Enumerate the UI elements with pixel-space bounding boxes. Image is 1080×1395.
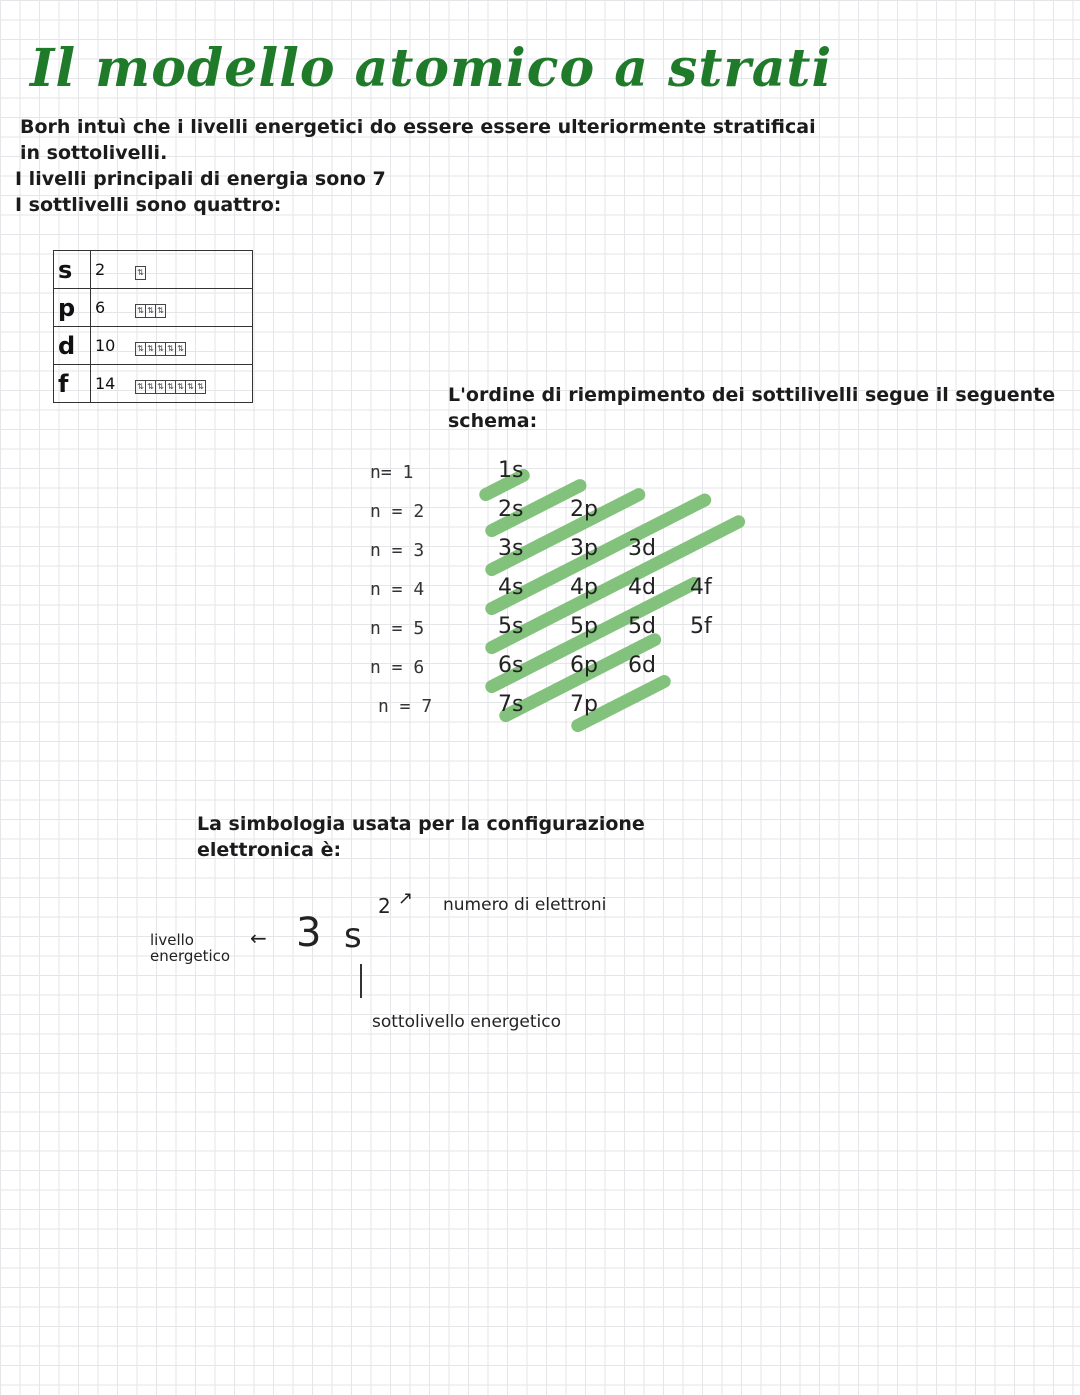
sublevel-cell: 4d — [628, 575, 656, 600]
sublevel-cell: 6p — [570, 653, 598, 678]
sublevel-cell: 5s — [498, 614, 524, 639]
order-heading-line-2: schema: — [448, 410, 538, 432]
left-arrow-icon: ← — [250, 926, 267, 950]
intro-line-1: Borh intuì che i livelli energetici do essere essere ulteriormente stratificai — [20, 116, 816, 138]
sublevel-electrons: 10 — [91, 327, 132, 365]
sublevel-letter: f — [54, 365, 91, 403]
sublevel-row — [54, 327, 253, 365]
orbital-boxes — [131, 289, 253, 327]
label-energy-sublevel: sottolivello energetico — [372, 1012, 561, 1032]
n-label: n = 2 — [370, 501, 425, 522]
down-line — [360, 964, 362, 998]
notation-sublevel-letter: s — [344, 916, 362, 956]
sublevel-letter: s — [54, 251, 91, 289]
sublevel-cell: 2s — [498, 497, 524, 522]
intro-line-2: in sottolivelli. — [20, 142, 168, 164]
sublevel-cell: 3d — [628, 536, 656, 561]
sublevel-cell: 6s — [498, 653, 524, 678]
orbital-box: ⇅ — [165, 380, 176, 394]
sublevel-table — [53, 250, 253, 403]
sublevel-cell: 5d — [628, 614, 656, 639]
sublevel-cell: 1s — [498, 458, 524, 483]
orbital-box: ⇅ — [175, 380, 186, 394]
n-label: n = 4 — [370, 579, 425, 600]
sublevel-cell: 7s — [498, 692, 524, 717]
orbital-boxes — [131, 365, 253, 403]
sublevel-cell: 4s — [498, 575, 524, 600]
orbital-box: ⇅ — [135, 380, 146, 394]
orbital-box: ⇅ — [175, 342, 186, 356]
intro-line-4: I sottlivelli sono quattro: — [15, 194, 282, 216]
sublevel-electrons: 2 — [91, 251, 132, 289]
orbital-box: ⇅ — [155, 304, 166, 318]
sublevel-cell: 5p — [570, 614, 598, 639]
orbital-box: ⇅ — [185, 380, 196, 394]
sublevel-cell: 5f — [690, 614, 712, 639]
sublevel-electrons: 6 — [91, 289, 132, 327]
sublevel-letter: d — [54, 327, 91, 365]
orbital-boxes — [131, 327, 253, 365]
sublevel-row — [54, 289, 253, 327]
orbital-box: ⇅ — [135, 266, 146, 280]
intro-line-3: I livelli principali di energia sono 7 — [15, 168, 386, 190]
orbital-box: ⇅ — [135, 304, 146, 318]
label-number-of-electrons: numero di elettroni — [443, 895, 607, 915]
n-label: n = 6 — [370, 657, 425, 678]
sublevel-row — [54, 365, 253, 403]
orbital-box: ⇅ — [165, 342, 176, 356]
orbital-box: ⇅ — [145, 342, 156, 356]
sublevel-cell: 6d — [628, 653, 656, 678]
n-label: n = 7 — [378, 696, 433, 717]
sublevel-cell: 3p — [570, 536, 598, 561]
curved-arrow-icon: ↗ — [398, 888, 414, 909]
n-label: n = 3 — [370, 540, 425, 561]
page-title: Il modello atomico a strati — [30, 38, 833, 99]
orbital-boxes — [131, 251, 253, 289]
notation-level-number: 3 — [296, 910, 322, 956]
notation-heading-line-2: elettronica è: — [197, 839, 342, 861]
sublevel-cell: 3s — [498, 536, 524, 561]
sublevel-cell: 7p — [570, 692, 598, 717]
n-label: n= 1 — [370, 462, 414, 483]
order-heading-line-1: L'ordine di riempimento dei sottilivelli segue il seguente — [448, 384, 1056, 406]
label-energy-level: livello energetico — [150, 931, 231, 965]
notation-heading-line-1: La simbologia usata per la configurazione — [197, 813, 645, 835]
orbital-box: ⇅ — [145, 304, 156, 318]
sublevel-cell: 4p — [570, 575, 598, 600]
orbital-box: ⇅ — [135, 342, 146, 356]
sublevel-row — [54, 251, 253, 289]
orbital-box: ⇅ — [145, 380, 156, 394]
sublevel-electrons: 14 — [95, 374, 116, 393]
notation-exponent: 2 — [378, 894, 391, 918]
orbital-box: ⇅ — [155, 342, 166, 356]
sublevel-letter: p — [54, 289, 91, 327]
n-label: n = 5 — [370, 618, 425, 639]
orbital-box: ⇅ — [195, 380, 206, 394]
sublevel-cell: 4f — [690, 575, 712, 600]
orbital-box: ⇅ — [155, 380, 166, 394]
sublevel-cell: 2p — [570, 497, 598, 522]
